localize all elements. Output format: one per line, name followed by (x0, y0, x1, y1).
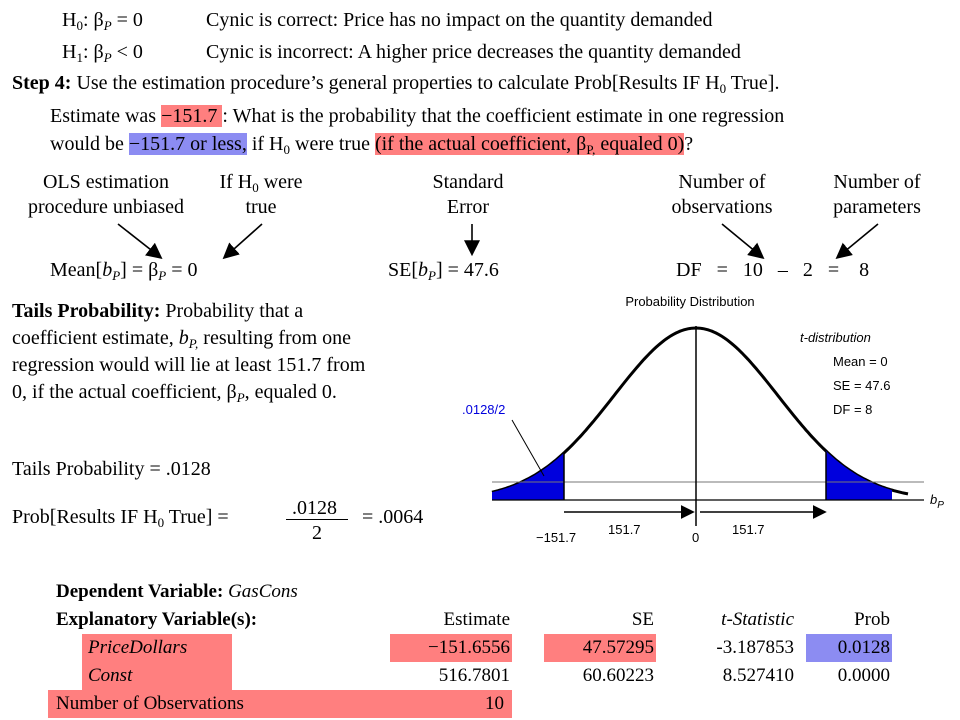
header-prob: Prob (854, 609, 890, 630)
row1-estimate: −151.6556 (428, 637, 510, 658)
mean-formula: $Mean[b_P] = \beta_P = 0$ (50, 259, 198, 283)
header-se: SE (631, 609, 654, 630)
row2-tstat: 8.527410 (722, 665, 794, 686)
tick-zero: 0 (692, 530, 700, 545)
npar-label: Number of parameters (833, 171, 921, 218)
se-label: Standard Error (432, 171, 504, 218)
se-label-chart: SE = 47.6 (833, 378, 891, 393)
span-right-value: 151.7 (732, 522, 765, 537)
h0-line: $H_0$: $\beta_P = 0$ (62, 9, 143, 33)
row1-prob: 0.0128 (837, 637, 890, 658)
nobs-label: Number of observations (671, 171, 773, 218)
header-tstat: t-Statistic (721, 609, 794, 630)
npar-arrow (838, 224, 878, 257)
fraction-numerator: .0128 (292, 497, 337, 519)
ols-arrow (118, 224, 160, 257)
df-formula: DF = 10 – 2 = 8 (676, 259, 870, 281)
estimate-question-line1: Estimate was −151.7 : What is the probability that the coefficient estimate in one regression (50, 105, 785, 127)
fraction-bar (286, 519, 348, 520)
nobs-row-value: 10 (485, 693, 504, 714)
chart-title: Probability Distribution (625, 294, 755, 309)
estimate-question-line2: would be −151.7 or less, if $H_0$ were true (if the actual coefficient, $\beta_{P,}$ equaled 0)? (50, 133, 694, 157)
explanatory-label: Explanatory Variable(s): (56, 609, 258, 630)
header-estimate: Estimate (443, 609, 510, 630)
axis-label: $b_P$ (930, 492, 944, 511)
prob-result-value: = .0064 (362, 506, 424, 528)
row2-se: 60.60223 (582, 665, 654, 686)
tails-probability: Tails Probability = .0128 (12, 458, 211, 480)
df-label-chart: DF = 8 (833, 402, 873, 417)
tail-label-leader (512, 420, 544, 476)
dist-label: t-distribution (800, 330, 871, 345)
ols-label: OLS estimation procedure unbiased (27, 171, 185, 218)
probability-distribution-chart (440, 290, 960, 558)
row-name-pricedollars: PriceDollars (88, 637, 188, 658)
h0-text: Cynic is correct: Price has no impact on the quantity demanded (206, 9, 713, 31)
row2-prob: 0.0000 (837, 665, 890, 686)
tail-label: .0128/2 (462, 402, 506, 417)
se-formula: $SE[b_P] = 47.6$ (388, 259, 499, 283)
row1-se: 47.57295 (582, 637, 654, 658)
mean-label: Mean = 0 (833, 354, 888, 369)
prob-result: Prob[Results IF $H_0$ True] = (12, 506, 229, 530)
tick-neg: −151.7 (536, 530, 577, 545)
span-left-value: 151.7 (608, 522, 641, 537)
ifh0-label: If $H_0$ were true (219, 171, 303, 218)
dependent-variable: Dependent Variable: GasCons (56, 581, 298, 602)
fraction-denominator: 2 (312, 522, 322, 544)
h1-line: $H_1$: $\beta_P < 0$ (62, 41, 143, 65)
tails-description: Tails Probability: Probability that a coefficient estimate, $b_{P,}$ resulting from one regression would will lie at least 151.7 from 0, if the actual coefficient, $\beta_P$, equaled 0. (12, 300, 366, 405)
row-name-const: Const (88, 665, 133, 686)
step4-line: Step 4: Use the estimation procedure’s general properties to calculate Prob[Results IF $H_0$ True]. (12, 72, 780, 96)
nobs-row-label: Number of Observations (56, 693, 244, 714)
h1-text: Cynic is incorrect: A higher price decreases the quantity demanded (206, 41, 741, 63)
ifh0-arrow (225, 224, 262, 257)
row1-tstat: -3.187853 (716, 637, 794, 658)
row2-estimate: 516.7801 (438, 665, 510, 686)
left-tail (492, 453, 564, 500)
nobs-arrow (722, 224, 762, 257)
